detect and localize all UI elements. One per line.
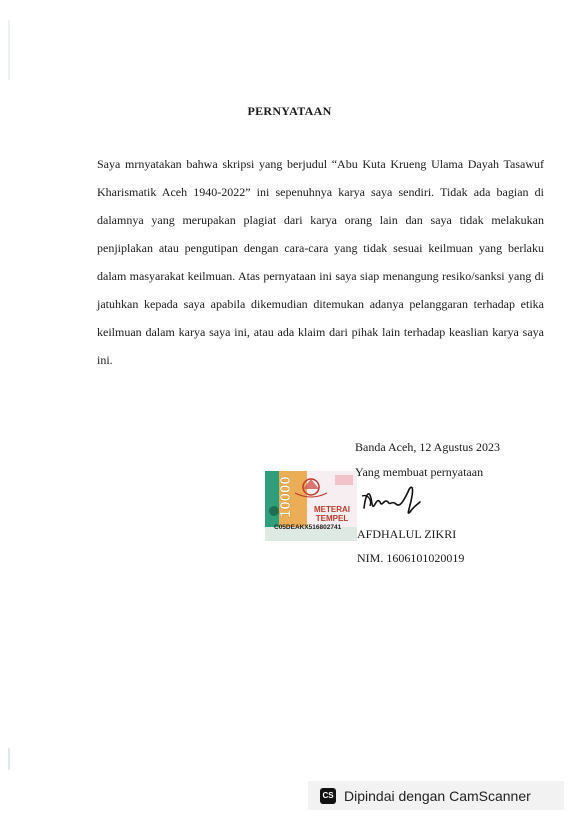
svg-text:10000: 10000 <box>277 476 294 518</box>
camscanner-logo-icon: CS <box>320 788 336 804</box>
signer-nim: NIM. 1606101020019 <box>357 551 465 565</box>
statement-paragraph: Saya mrnyatakan bahwa skripsi yang berjudul “Abu Kuta Krueng Ulama Dayah Tasawuf Kharismatik Aceh 1940-2022” ini sepenuhnya karya saya sendiri. Tidak ada bagian di dalamnya yang merupakan plagiat dari karya orang lain dan saya tidak melakukan penjiplakan atau pengutipan dengan cara-cara yang tidak sesuai keilmuan yang berlaku dalam masyarakat keilmuan. Atas pernyataan ini saya siap menangung resiko/sanksi yang di jatuhkan kepada saya apabila dikemudian ditemukan adanya pelanggaran terhadap etika keilmuan dalam karya saya ini, atau ada klaim dari pihak lain terhadap keaslian karya saya ini. <box>97 157 544 367</box>
signer-name: AFDHALUL ZIKRI <box>357 527 457 541</box>
handwritten-signature <box>360 478 422 518</box>
meterai-label-line2: TEMPEL <box>315 514 349 523</box>
scan-edge-mark <box>8 748 10 770</box>
signer-role: Yang membuat pernyataan <box>355 465 484 479</box>
meterai-label-line1: METERAI <box>314 505 350 514</box>
place-date: Banda Aceh, 12 Agustus 2023 <box>355 440 500 454</box>
camscanner-text: Dipindai dengan CamScanner <box>344 787 531 804</box>
stamp-serial: C05DEAKX516802741 <box>274 524 342 531</box>
stamp-value-graphic <box>276 472 296 520</box>
scan-edge-mark <box>8 20 10 80</box>
document-title: PERNYATAAN <box>247 104 332 118</box>
camscanner-badge <box>308 781 564 810</box>
meterai-label <box>314 505 350 523</box>
